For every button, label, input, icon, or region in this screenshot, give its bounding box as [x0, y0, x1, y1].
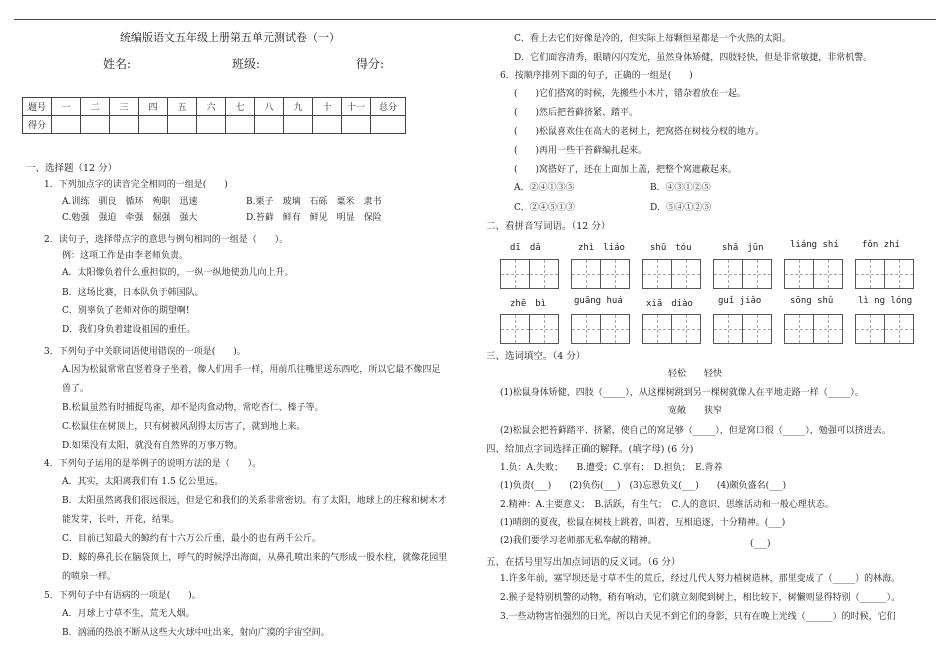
- score-cell[interactable]: [342, 116, 371, 134]
- writing-box[interactable]: [784, 314, 843, 344]
- q5-stem: 5．下列句子中有语病的一项是( )。: [44, 591, 201, 601]
- score-col: 六: [197, 98, 226, 116]
- score-table-header-row: [23, 98, 406, 116]
- q4-option-d-line1: D．鲸的鼻孔长在脑袋顶上，呼气的时候浮出海面，从鼻孔喷出来的气形成一股水柱，就像花园里: [62, 553, 448, 563]
- pinyin-label: shā jūn: [722, 243, 764, 253]
- pinyin-label: dī dā: [510, 243, 541, 253]
- score-cell[interactable]: [197, 116, 226, 134]
- q6-option-b: B．④③①②⑤: [650, 183, 711, 193]
- score-col: 一: [52, 98, 81, 116]
- q6-line-1: ( )它们搭窝的时候，先搬些小木片，错杂着放在一起。: [514, 89, 747, 99]
- q6-option-a: A．②④①③⑤: [514, 183, 575, 193]
- s4-item-2b: (2)我们要学习老师那无私奉献的精神。: [500, 536, 657, 546]
- pinyin-label: fǒn zhí: [862, 240, 900, 250]
- score-col: 五: [168, 98, 197, 116]
- page-title: 统编版语文五年级上册第五单元测试卷（一）: [120, 31, 340, 44]
- q3-option-c: C.松鼠住在树顶上，只有树被风刮得太厉害了，就到地上来。: [62, 422, 306, 432]
- pinyin-label: liáng shí: [790, 240, 839, 250]
- score-col: 十一: [342, 98, 371, 116]
- q3-option-d: D.如果没有太阳，就没有自然界的万事万物。: [62, 441, 243, 451]
- q1-option-b: B.栗子 玻璃 石砾 粟米 隶书: [246, 197, 382, 207]
- q4-option-b-line2: 能发芽，长叶，开花，结果。: [62, 515, 180, 525]
- word-choices-2: 宽敞 狭窄: [668, 406, 723, 416]
- score-col: 八: [255, 98, 284, 116]
- section4-heading: 四、给加点字词选择正确的解释。(填字母) (6 分): [486, 444, 694, 455]
- q6-line-5: ( )窝搭好了，还在上面加上盖，把整个窝遮蔽起来。: [514, 165, 738, 175]
- q4-option-d-line2: 的喷泉一样。: [62, 572, 117, 582]
- q4-option-b-line1: B．太阳虽然离我们很远很远，但是它和我们的关系非常密切。有了太阳，地球上的庄稼和树木才: [62, 496, 447, 506]
- q2-option-d: D．我们身负着建设祖国的重任。: [62, 325, 196, 335]
- s4-item-2a: (1)晴朗的夏夜，松鼠在树枝上跳着，叫着，互相追逐，十分精神。(___): [500, 518, 786, 528]
- pinyin-label: lì ng lóng: [858, 296, 913, 306]
- score-col: 二: [81, 98, 110, 116]
- score-col: 三: [110, 98, 139, 116]
- q5-option-a: A．月球上寸草不生，荒无人烟。: [62, 609, 195, 619]
- s3-question-1: (1)松鼠身体矫健，四肢（_____），从这棵树跳到另一棵树就像人在平地走路一样（_____）。: [500, 388, 864, 398]
- word-choices-1: 轻松 轻快: [668, 369, 723, 379]
- section3-heading: 三、选词填空。（4 分）: [486, 351, 586, 362]
- score-cell[interactable]: [139, 116, 168, 134]
- name-label: 姓名:: [103, 57, 132, 71]
- pinyin-label: zhì liáo: [578, 243, 625, 253]
- section2-heading: 二、看拼音写词语。（12 分）: [486, 221, 611, 232]
- q3-option-a-line2: 兽了。: [62, 384, 90, 394]
- s3-question-2: (2)松鼠会把苔藓踏平、挤紧，使自己的窝足够（_____），但是窝口很（_____），勉强可以挤进去。: [500, 426, 891, 436]
- q3-option-b: B.松鼠虽然有时捕捉鸟雀，却不是肉食动物，常吃杏仁、榛子等。: [62, 403, 324, 413]
- q4-option-a: A．其实，太阳离我们有 1.5 亿公里远。: [62, 477, 224, 487]
- q2-option-c: C．别辜负了老师对你的期望啊!: [62, 306, 190, 316]
- q4-option-c: C．目前已知最大的鲸约有十六万公斤重，最小的也有两千公斤。: [62, 534, 321, 544]
- pinyin-label: zhē bì: [510, 299, 547, 309]
- score-cell[interactable]: [255, 116, 284, 134]
- q2-option-b: B．这场比赛，日本队负于韩国队。: [62, 288, 204, 298]
- section5-heading: 五、在括号里写出加点词语的反义词。（6 分）: [486, 557, 681, 568]
- writing-box[interactable]: [855, 259, 914, 289]
- q4-stem: 4．下列句子运用的是举例子的说明方法的是（ ）。: [44, 459, 262, 469]
- writing-box[interactable]: [784, 259, 843, 289]
- writing-box[interactable]: [713, 259, 772, 289]
- s4-items-1: (1)负责(___) (2)负伤(___) (3)忘恩负义(___) (4)颇负盛名(___): [500, 481, 787, 491]
- s4-definition-1: 1.负：A.失败； B.遭受；C.享有； D.担负； E.背养: [500, 463, 723, 473]
- q5-option-b: B．汹涌的热浪不断从这些大火球中吐出来，射向广漠的宇宙空间。: [62, 628, 330, 638]
- writing-box[interactable]: [855, 314, 914, 344]
- q3-option-a-line1: A.因为松鼠常常直竖着身子坐着，像人们用手一样，用前爪往嘴里送东西吃，所以它最不像四足: [62, 365, 441, 375]
- writing-box[interactable]: [713, 314, 772, 344]
- score-cell[interactable]: [313, 116, 342, 134]
- writing-box[interactable]: [500, 259, 559, 289]
- pinyin-label: shū tóu: [650, 243, 692, 253]
- score-col: 题号: [23, 98, 52, 116]
- s5-question-2: 2.猴子是特别机警的动物，稍有响动，它们就立刻爬到树上，相比较下，树懒则显得特别（______）。: [500, 593, 901, 603]
- pinyin-label: guǐ jiǎo: [718, 296, 762, 306]
- class-label: 班级:: [232, 57, 261, 71]
- q6-line-3: ( )松鼠喜欢住在高大的老树上，把窝搭在树枝分杈的地方。: [514, 127, 765, 137]
- q2-example: 例：这项工作是由李老师负责。: [62, 251, 189, 261]
- score-col: 七: [226, 98, 255, 116]
- writing-box[interactable]: [571, 259, 630, 289]
- q1-stem: 1．下列加点字的读音完全相同的一组是( ): [44, 180, 228, 190]
- q5-option-d: D．它们面容清秀，眼睛闪闪发光，虽然身体矫健，四肢轻快，但是非常敏捷，非常机警。: [514, 53, 873, 63]
- q2-stem: 2．读句子，选择带点字的意思与例句相同的一组是（ ）。: [44, 235, 289, 245]
- header-rule: [14, 19, 936, 20]
- q5-option-c: C．看上去它们好像是冷的，但实际上每颗恒星都是一个火热的太阳。: [514, 34, 791, 44]
- score-col: 四: [139, 98, 168, 116]
- q6-stem: 6．按顺序排列下面的句子，正确的一组是( ): [500, 71, 693, 81]
- score-cell[interactable]: [284, 116, 313, 134]
- pinyin-label: guāng huá: [574, 296, 623, 306]
- score-row-label: 得分: [23, 116, 52, 134]
- score-cell[interactable]: [168, 116, 197, 134]
- score-cell[interactable]: [81, 116, 110, 134]
- q6-option-d: D．⑤④①②⑤: [650, 203, 712, 213]
- section1-heading: 一、选择题（12 分）: [26, 163, 118, 174]
- q6-option-c: C．②④⑤①③: [514, 203, 575, 213]
- s4-definition-2: 2.精神：A.主要意义； B.活跃，有生气； C.人的意识、思维活动和一般心理状态。: [500, 500, 834, 510]
- s5-question-1: 1.许多年前，塞罕坝还是寸草不生的荒丘，经过几代人努力植树造林，那里变成了（_____）的林海。: [500, 574, 901, 584]
- score-col: 九: [284, 98, 313, 116]
- score-cell[interactable]: [110, 116, 139, 134]
- q6-line-4: ( )再用一些干苔藓编扎起来。: [514, 146, 648, 156]
- pinyin-label: xiā diào: [646, 299, 693, 309]
- writing-box[interactable]: [571, 314, 630, 344]
- s5-question-3: 3.一些动物害怕强烈的日光，所以白天见不到它们的身影，只有在晚上光线（______）的时候，它们: [500, 612, 896, 622]
- writing-box[interactable]: [500, 314, 559, 344]
- q1-option-c: C.勉强 强迫 牵强 倔强 强大: [62, 213, 198, 223]
- q3-stem: 3．下列句子中关联词语使用错误的一项是( )。: [44, 347, 246, 357]
- q6-line-2: ( )然后把苔藓挤紧、踏平。: [514, 108, 639, 118]
- score-table-score-row: [23, 116, 406, 134]
- score-cell[interactable]: [52, 116, 81, 134]
- score-label: 得分:: [356, 57, 385, 71]
- q1-option-a: A.训练 驯良 循环 殉职 迅速: [62, 197, 198, 207]
- q2-option-a: A．太阳像负着什么重担似的，一纵一纵地使劲儿向上升。: [62, 268, 294, 278]
- pinyin-label: sōng shǔ: [790, 296, 834, 306]
- score-cell[interactable]: [371, 116, 406, 134]
- writing-box[interactable]: [642, 259, 701, 289]
- q1-option-d: D.苔藓 鲜有 鲜见 明显 保险: [246, 213, 382, 223]
- score-col: 总分: [371, 98, 406, 116]
- score-cell[interactable]: [226, 116, 255, 134]
- score-col: 十: [313, 98, 342, 116]
- s4-item-2b-blank[interactable]: (___): [750, 539, 771, 549]
- score-table: [22, 97, 406, 134]
- writing-box[interactable]: [642, 314, 701, 344]
